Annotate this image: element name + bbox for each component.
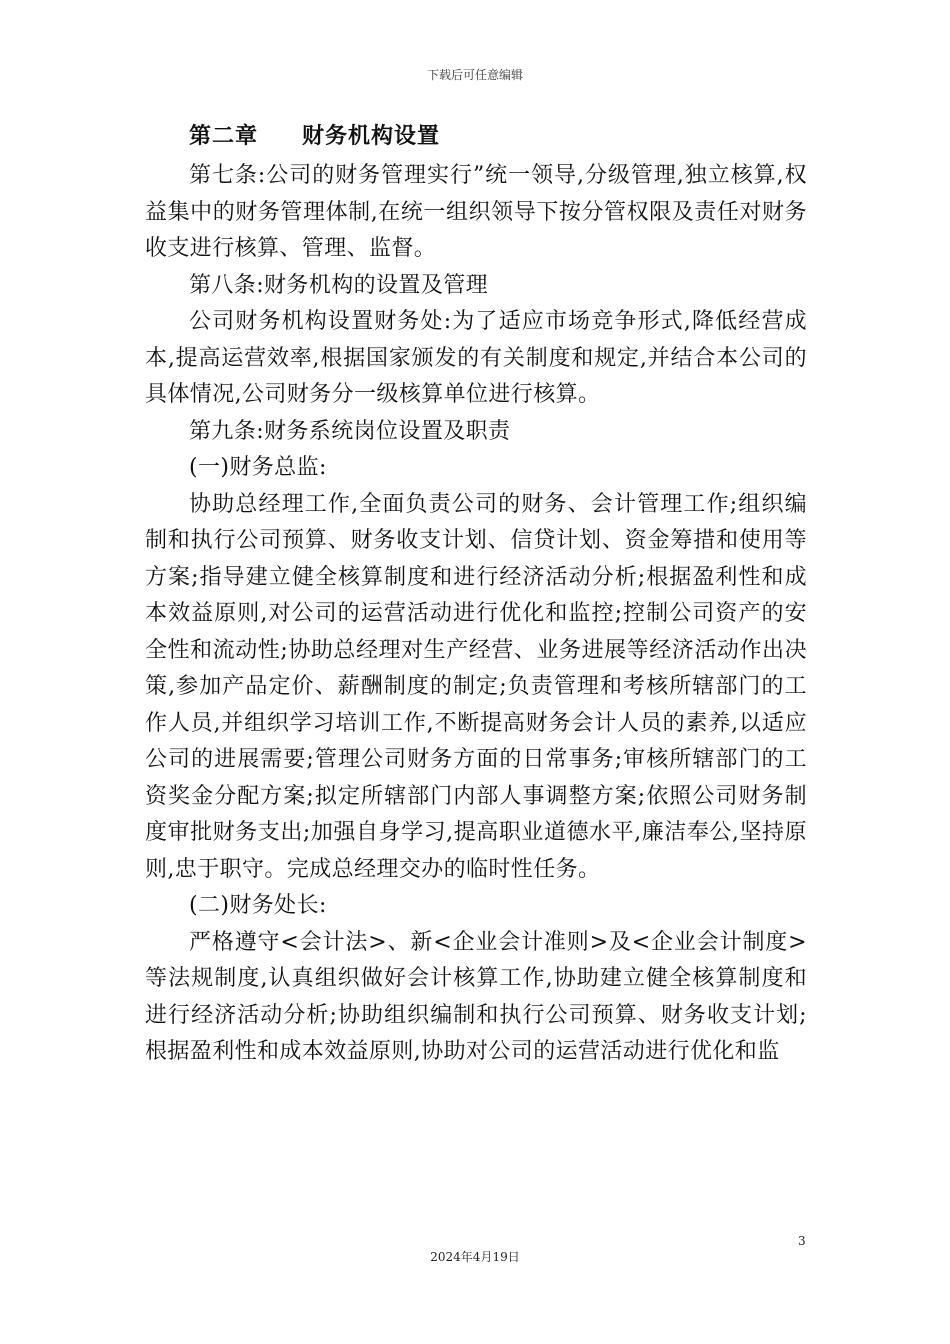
page-number: 3 xyxy=(798,1234,806,1248)
chapter-number: 第二章 xyxy=(189,123,259,149)
page-footer-date: 2024年4月19日 xyxy=(430,1250,520,1264)
document-body xyxy=(145,116,807,1071)
paragraph-director-duties: 严格遵守<会计法>、新<企业会计准则>及<企业会计制度>等法规制度,认真组织做好会计核算工作,协助建立健全核算制度和进行经济活动分析;协助组织编制和执行公司预算、财务收支计划;根据盈利性和成本效益原则,协助对公司的运营活动进行优化和监 xyxy=(145,929,807,1064)
paragraph-cfo-duties: 协助总经理工作,全面负责公司的财务、会计管理工作;组织编制和执行公司预算、财务收支计划、信贷计划、资金筹措和使用等方案;指导建立健全核算制度和进行经济活动分析;根据盈利性和成本效益原则,对公司的运营活动进行优化和监控;控制公司资产的安全性和流动性;协助总经理对生产经营、业务进展等经济活动作出决策,参加产品定价、薪酬制度的制定;负责管理和考核所辖部门的工作人员,并组织学习培训工作,不断提高财务会计人员的素养,以适应公司的进展需要;管理公司财务方面的日常事务;审核所辖部门的工资奖金分配方案;拟定所辖部门内部人事调整方案;依照公司财务制度审批财务支出;加强自身学习,提高职业道德水平,廉洁奉公,坚持原则,忠于职守。完成总经理交办的临时性任务。 xyxy=(145,491,807,882)
chapter-heading xyxy=(145,116,807,156)
subheading-finance-director: (二)财务处长: xyxy=(189,893,327,918)
paragraph-article-7: 第七条:公司的财务管理实行”统一领导,分级管理,独立核算,权益集中的财务管理体制,在统一组织领导下按分管权限及责任对财务收支进行核算、管理、监督。 xyxy=(145,163,807,261)
paragraph-article-8: 第八条:财务机构的设置及管理 xyxy=(189,272,489,298)
page-header: 下载后可任意编辑 xyxy=(426,68,523,82)
subheading-cfo: (一)财务总监: xyxy=(189,455,327,480)
chapter-title: 财务机构设置 xyxy=(302,123,441,149)
paragraph-finance-dept: 公司财务机构设置财务处:为了适应市场竞争形式,降低经营成本,提高运营效率,根据国家颁发的有关制度和规定,并结合本公司的具体情况,公司财务分一级核算单位进行核算。 xyxy=(145,309,807,407)
paragraph-article-9: 第九条:财务系统岗位设置及职责 xyxy=(189,418,511,444)
